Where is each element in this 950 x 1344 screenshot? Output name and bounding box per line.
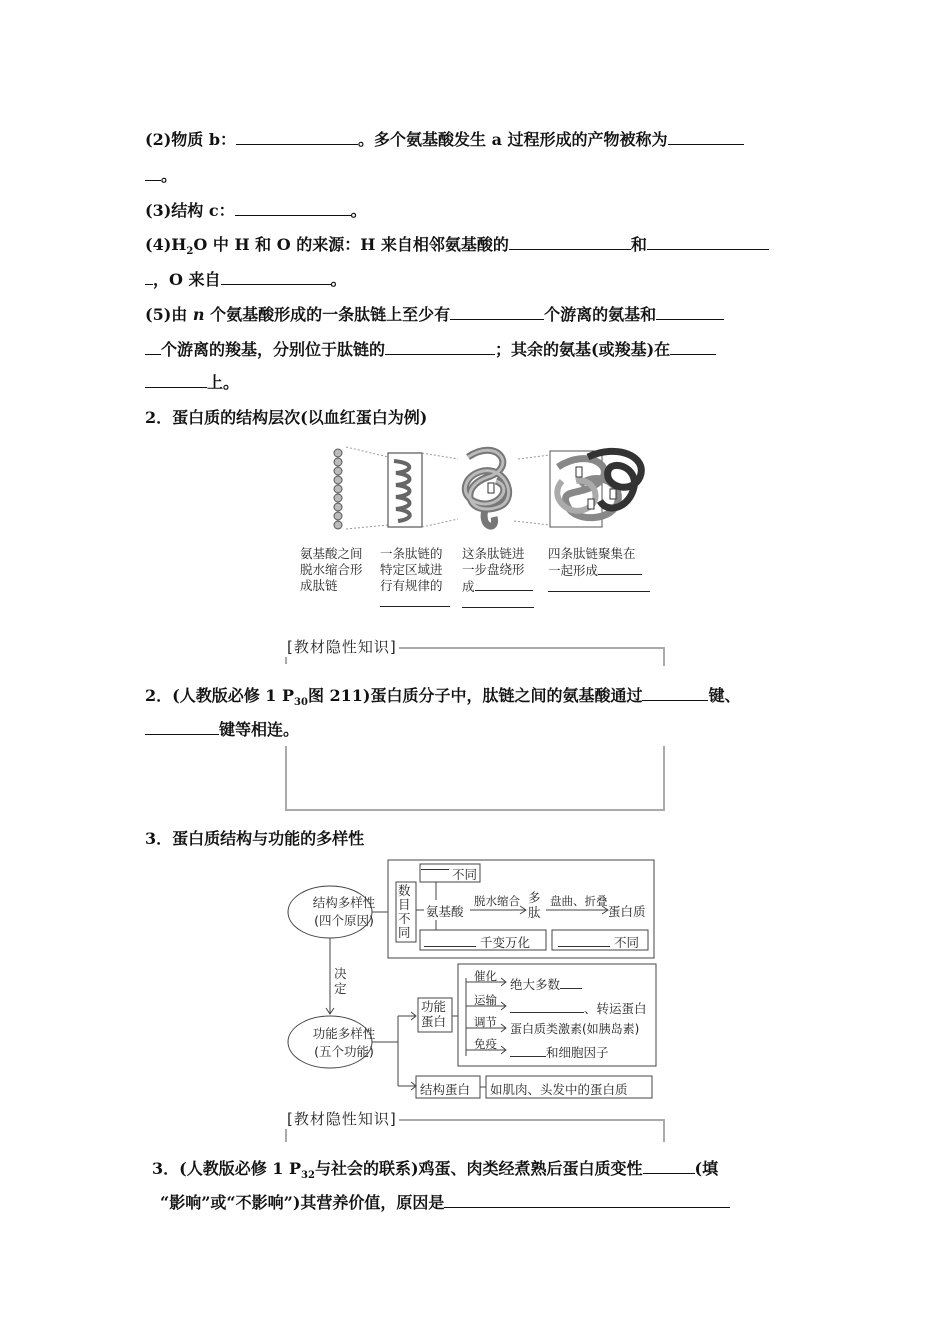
caption-line: 一条肽链的	[380, 546, 443, 561]
q5-prefix-b: 个氨基酸形成的一条肽链上至少有	[204, 305, 451, 324]
answer-blank[interactable]	[145, 270, 153, 285]
regulate-value: 蛋白质类激素(如胰岛素)	[510, 1022, 640, 1036]
hq2-text-d: 键等相连。	[219, 720, 300, 739]
question-3	[145, 198, 367, 221]
answer-blank[interactable]	[509, 235, 631, 250]
diagram-text: 肽	[528, 905, 541, 920]
catalysis-label: 催化	[474, 969, 497, 983]
type-differ: 不同	[452, 867, 478, 882]
protein-label: 蛋白质	[608, 904, 646, 919]
answer-blank[interactable]	[145, 373, 207, 388]
hq3-text-d: “影响”或“不影响”)其营养价值，原因是	[160, 1193, 445, 1212]
amino-acid-chain	[334, 449, 342, 529]
hidden-knowledge-label-2: [教材隐性知识]	[287, 1110, 397, 1128]
answer-blank[interactable]	[145, 166, 161, 181]
protein-structure-figure	[318, 437, 664, 547]
diagram-text: 同	[398, 925, 411, 940]
answer-blank[interactable]	[548, 579, 650, 592]
functional-protein	[421, 999, 446, 1029]
diagram-text: 目	[398, 897, 411, 912]
caption-line: 成肽链	[300, 578, 338, 593]
caption-line: 一步盘绕形	[462, 562, 525, 577]
hidden-question-3-cont	[160, 1190, 730, 1213]
transport-value	[510, 999, 647, 1017]
q4-end: 。	[330, 270, 347, 289]
catalysis-value	[510, 975, 582, 993]
fig1-caption-3	[462, 546, 534, 612]
q5-mid3: ；其余的氨基(或羧基)在	[495, 340, 671, 359]
immune-label: 免疫	[474, 1037, 497, 1051]
answer-blank[interactable]	[510, 1002, 584, 1013]
number-differ-box	[398, 884, 411, 940]
answer-blank[interactable]	[598, 562, 642, 575]
q4-mid: 和	[630, 235, 647, 254]
q5-prefix: (5)由	[145, 305, 193, 324]
answer-blank[interactable]	[450, 305, 544, 320]
answer-blank[interactable]	[668, 130, 744, 145]
diagram-text: 蛋白	[421, 1014, 447, 1029]
section-2-title: 2．蛋白质的结构层次(以血红蛋白为例)	[145, 408, 428, 427]
folding-label: 盘曲、折叠	[550, 894, 608, 908]
hq3-text-b: 与社会的联系)鸡蛋、肉类经煮熟后蛋白质变性	[314, 1159, 643, 1178]
q5-mid: 个游离的氨基和	[544, 305, 657, 324]
diagram-text: (五个功能)	[314, 1044, 374, 1059]
caption-line: 一起形成	[548, 563, 599, 578]
answer-blank[interactable]	[475, 578, 533, 591]
hq2-subscript: 30	[294, 697, 308, 709]
q4-mid2: ，O 来自	[153, 270, 221, 289]
diagram-text: 功能	[421, 999, 447, 1014]
hq3-text-c: (填	[694, 1159, 719, 1178]
answer-blank[interactable]	[462, 595, 534, 608]
hq3-text: 3．(人教版必修 1 P	[152, 1159, 302, 1178]
answer-blank[interactable]	[385, 340, 495, 355]
transport-label: 运输	[474, 993, 497, 1007]
hq2-text-c: 键、	[708, 686, 741, 705]
q3-end: 。	[350, 201, 367, 220]
q2-end: 。	[161, 166, 178, 185]
answer-blank[interactable]	[656, 305, 724, 320]
question-5	[145, 302, 724, 325]
question-5-cont	[145, 337, 716, 360]
answer-blank[interactable]	[424, 946, 476, 947]
answer-blank[interactable]	[236, 130, 358, 145]
answer-blank[interactable]	[235, 201, 351, 216]
question-2-cont	[145, 163, 177, 186]
immune-value	[510, 1043, 609, 1061]
answer-blank[interactable]	[647, 235, 769, 250]
answer-blank[interactable]	[145, 720, 219, 735]
caption-line: 特定区域进	[380, 562, 443, 577]
answer-blank[interactable]	[560, 978, 582, 989]
hq3-subscript: 32	[301, 1170, 315, 1182]
answer-blank[interactable]	[145, 340, 161, 355]
q4-prefix-b: O 中 H 和 O 的来源：H 来自相邻氨基酸的	[193, 235, 509, 254]
q2-mid: 。多个氨基酸发生 a 过程形成的产物被称为	[358, 130, 668, 149]
answer-blank[interactable]	[444, 1193, 730, 1208]
fig1-caption-4	[548, 546, 650, 596]
question-4-cont	[145, 267, 347, 290]
dehydration-label: 脱水缩合	[474, 894, 520, 908]
answer-blank[interactable]	[421, 869, 449, 870]
diagram-text: 不	[398, 911, 411, 926]
hq2-text-b: 图 211)蛋白质分子中，肽链之间的氨基酸通过	[307, 686, 643, 705]
answer-blank[interactable]	[510, 1046, 546, 1057]
hq2-text: 2．(人教版必修 1 P	[145, 686, 295, 705]
diagram-text: 功能多样性	[312, 1026, 376, 1041]
answer-blank[interactable]	[643, 1159, 695, 1174]
diagram-text: 、转运蛋白	[584, 1001, 647, 1016]
structure-diversity	[299, 893, 389, 929]
answer-blank[interactable]	[670, 340, 716, 355]
question-5-cont2	[145, 370, 239, 393]
diagram-text: 决	[334, 966, 347, 981]
regulate-label: 调节	[474, 1015, 497, 1029]
caption-line: 四条肽链聚集在	[548, 546, 636, 561]
function-diversity	[299, 1024, 389, 1060]
q4-prefix: (4)H	[145, 235, 187, 254]
caption-line: 这条肽链进	[462, 546, 525, 561]
caption-line: 氨基酸之间	[300, 546, 363, 561]
diagram-text: 绝大多数	[510, 977, 561, 992]
answer-blank[interactable]	[558, 946, 610, 947]
q3-prefix: (3)结构 c：	[145, 201, 235, 220]
polypeptide-label	[528, 890, 541, 920]
q5-variable: n	[192, 305, 205, 324]
answer-blank[interactable]	[221, 270, 331, 285]
hidden-question-2-cont	[145, 717, 299, 740]
diagram-text: 定	[334, 981, 347, 996]
question-4	[145, 232, 769, 257]
caption-line: 行有规律的	[380, 578, 443, 593]
amino-acid-label: 氨基酸	[426, 904, 464, 919]
fig1-caption-2	[380, 546, 450, 611]
diagram-text: (四个原因)	[314, 913, 374, 928]
answer-blank[interactable]	[642, 686, 708, 701]
section-3-title: 3．蛋白质结构与功能的多样性	[145, 829, 365, 848]
diagram-text: 数	[398, 883, 411, 898]
fig1-caption-1	[300, 546, 363, 594]
decide-label	[334, 966, 347, 996]
question-2	[145, 127, 744, 150]
caption-line: 成	[462, 579, 475, 594]
sequence-varied: 千变万化	[480, 935, 531, 950]
diagram-text: 和细胞因子	[546, 1045, 609, 1060]
diagram-text: 多	[528, 890, 541, 905]
hidden-question-3	[152, 1156, 718, 1181]
q2-prefix: (2)物质 b：	[145, 130, 237, 149]
q5-mid2: 个游离的羧基，分别位于肽链的	[161, 340, 386, 359]
answer-blank[interactable]	[380, 594, 450, 607]
structure-differ: 不同	[614, 935, 640, 950]
q5-end: 上。	[207, 373, 240, 392]
q4-subscript: 2	[186, 246, 194, 258]
diagram-text: 结构多样性	[312, 895, 376, 910]
hidden-knowledge-label-1: [教材隐性知识]	[287, 638, 397, 656]
hidden-knowledge-frame-1	[284, 636, 668, 812]
structural-protein: 结构蛋白	[420, 1082, 471, 1097]
hidden-question-2	[145, 683, 741, 708]
caption-line: 脱水缩合形	[300, 562, 363, 577]
structural-protein-example: 如肌肉、头发中的蛋白质	[490, 1082, 628, 1097]
